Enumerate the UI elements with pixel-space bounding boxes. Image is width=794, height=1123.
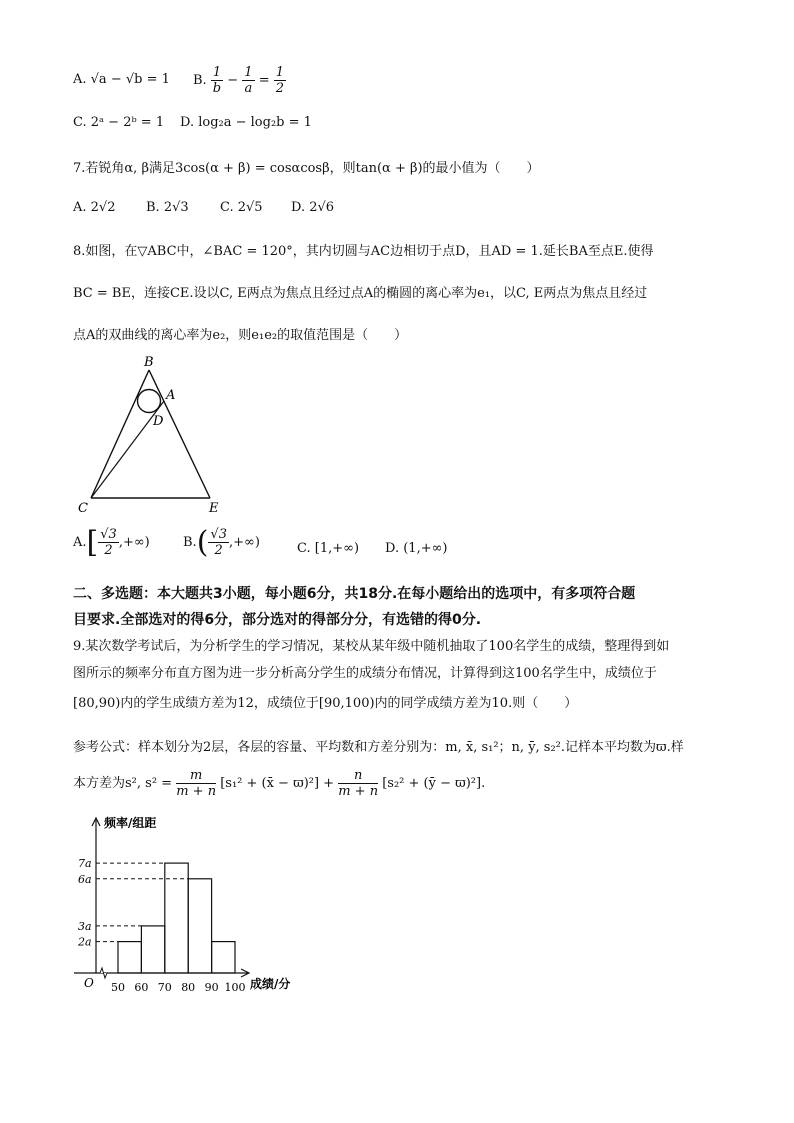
q6-option-b	[193, 65, 286, 96]
q6-b-frac2	[242, 65, 254, 96]
q9-ref-prefix: 本方差为s², s² =	[73, 776, 173, 791]
q6-option-b-letter: B.	[193, 73, 207, 88]
histogram-bar	[188, 879, 211, 973]
q8-line-3: 点A的双曲线的离心率为e₂，则e₁e₂的取值范围是（ ）	[73, 328, 408, 343]
q8-option-b-num: √3	[210, 527, 227, 542]
x-tick-label: 80	[181, 981, 196, 994]
q9-reference-line-1: 参考公式：样本划分为2层，各层的容量、平均数和方差分别为：m, x̄, s₁²；n, ȳ, s₂².记样本平均数为ϖ.样	[73, 740, 684, 755]
section-2-title-line-1: 二、多选题：本大题共3小题，每小题6分，共18分.在每小题给出的选项中，有多项符合题	[73, 586, 636, 602]
x-tick-label: 60	[134, 981, 149, 994]
q8-line-1: 8.如图，在▽ABC中，∠BAC = 120°，其内切圆与AC边相切于点D，且AD = 1.延长BA至点E.使得	[73, 244, 654, 259]
q7-option-a: A. 2√2	[73, 200, 116, 215]
q8-option-a-num: √3	[100, 527, 117, 542]
q9-ref-frac-1-num: m	[176, 768, 216, 784]
x-tick-label: 70	[157, 981, 172, 994]
y-tick-label: 3a	[78, 919, 92, 933]
q8-line-2: BC = BE，连接CE.设以C, E两点为焦点且经过点A的椭圆的离心率为e₁，以C, E两点为焦点且经过	[73, 286, 648, 301]
q9-ref-frac-1-den: m + n	[176, 784, 217, 799]
q8-option-c: C. [1,+∞)	[297, 541, 360, 556]
q6-option-c: C. 2ᵃ − 2ᵇ = 1	[73, 115, 165, 130]
q6-option-a: A. √a − √b = 1	[73, 72, 170, 87]
q9-ref-mid-2: [s₂² + (ȳ − ϖ)²].	[382, 776, 486, 791]
incircle	[138, 390, 161, 413]
q8-option-b	[183, 525, 260, 560]
histogram-plot	[74, 818, 249, 994]
q9-line-1: 9.某次数学考试后，为分析学生的学习情况，某校从某年级中随机抽取了100名学生的成绩，整理得到如	[73, 639, 670, 654]
histogram-bar	[165, 863, 188, 973]
q6-b-frac2-num: 1	[244, 65, 253, 80]
histogram-bar	[118, 942, 141, 973]
q9-ref-frac-2-den: m + n	[338, 784, 379, 799]
axis-break-mark	[100, 968, 107, 978]
q8-option-a-frac	[98, 527, 119, 558]
q7-option-d: D. 2√6	[291, 200, 335, 215]
q6-b-frac1	[211, 65, 223, 96]
x-tick-label: 50	[111, 981, 125, 994]
q8-option-a-bracket: [	[86, 525, 99, 560]
q9-line-3: [80,90)内的学生成绩方差为12，成绩位于[90,100)内的同学成绩方差为10.则（ ）	[73, 696, 578, 711]
label-d: D	[153, 414, 164, 429]
q8-option-a	[73, 525, 150, 560]
q8-option-a-tail: ,+∞)	[118, 535, 150, 550]
q9-ref-frac-1	[176, 768, 216, 799]
q8-option-b-frac	[208, 527, 229, 558]
q9-line-2: 图所示的频率分布直方图为进一步分析高分学生的成绩分布情况，计算得到这100名学生中，成绩位于	[73, 666, 657, 681]
label-b: B	[144, 355, 154, 370]
q7-stem: 7.若锐角α, β满足3cos(α + β) = cosαcosβ，则tan(α + β)的最小值为（ ）	[73, 161, 540, 176]
x-tick-label: 90	[204, 981, 219, 994]
edge-bc	[91, 370, 149, 498]
q8-triangle-figure	[70, 350, 240, 515]
q7-option-c: C. 2√5	[220, 200, 263, 215]
q6-b-frac3	[274, 65, 286, 96]
q6-b-frac1-num: 1	[212, 65, 222, 80]
q8-option-b-letter: B.	[183, 535, 197, 550]
label-a: A	[166, 388, 176, 403]
histogram-bar	[141, 926, 164, 973]
y-tick-label: 2a	[78, 935, 92, 949]
y-axis-label: 频率/组距	[104, 816, 157, 830]
q6-b-minus: −	[227, 73, 239, 88]
q8-option-b-den: 2	[214, 543, 223, 558]
y-tick-label: 7a	[78, 857, 92, 871]
q6-b-frac3-den: 2	[275, 81, 285, 96]
q8-option-b-tail: ,+∞)	[228, 535, 260, 550]
q6-option-d: D. log₂a − log₂b = 1	[180, 115, 312, 130]
q9-reference-line-2	[73, 768, 485, 799]
histogram-bar	[212, 942, 235, 973]
x-tick-label: 100	[224, 981, 246, 994]
q6-b-frac1-den: b	[212, 81, 222, 96]
edge-be	[149, 370, 210, 498]
q7-option-b: B. 2√3	[146, 200, 189, 215]
q9-ref-mid-1: [s₁² + (x̄ − ϖ)²] +	[220, 776, 335, 791]
frequency-histogram	[70, 810, 310, 1010]
q8-option-a-letter: A.	[73, 535, 87, 550]
section-2-title-line-2: 目要求.全部选对的得6分，部分选对的得部分分，有选错的得0分.	[73, 612, 482, 628]
origin-label: O	[84, 976, 94, 990]
q8-option-d: D. (1,+∞)	[385, 541, 448, 556]
label-e: E	[209, 501, 219, 515]
q6-b-frac2-den: a	[244, 81, 253, 96]
q6-b-frac3-num: 1	[275, 65, 285, 80]
label-c: C	[78, 501, 88, 515]
q6-b-equals: =	[258, 73, 270, 88]
q9-ref-frac-2	[338, 768, 378, 799]
y-tick-label: 6a	[78, 872, 92, 886]
q8-option-a-den: 2	[104, 543, 113, 558]
x-axis-label: 成绩/分	[250, 977, 291, 991]
q8-option-b-bracket: (	[196, 525, 209, 560]
q9-ref-frac-2-num: n	[338, 768, 378, 784]
